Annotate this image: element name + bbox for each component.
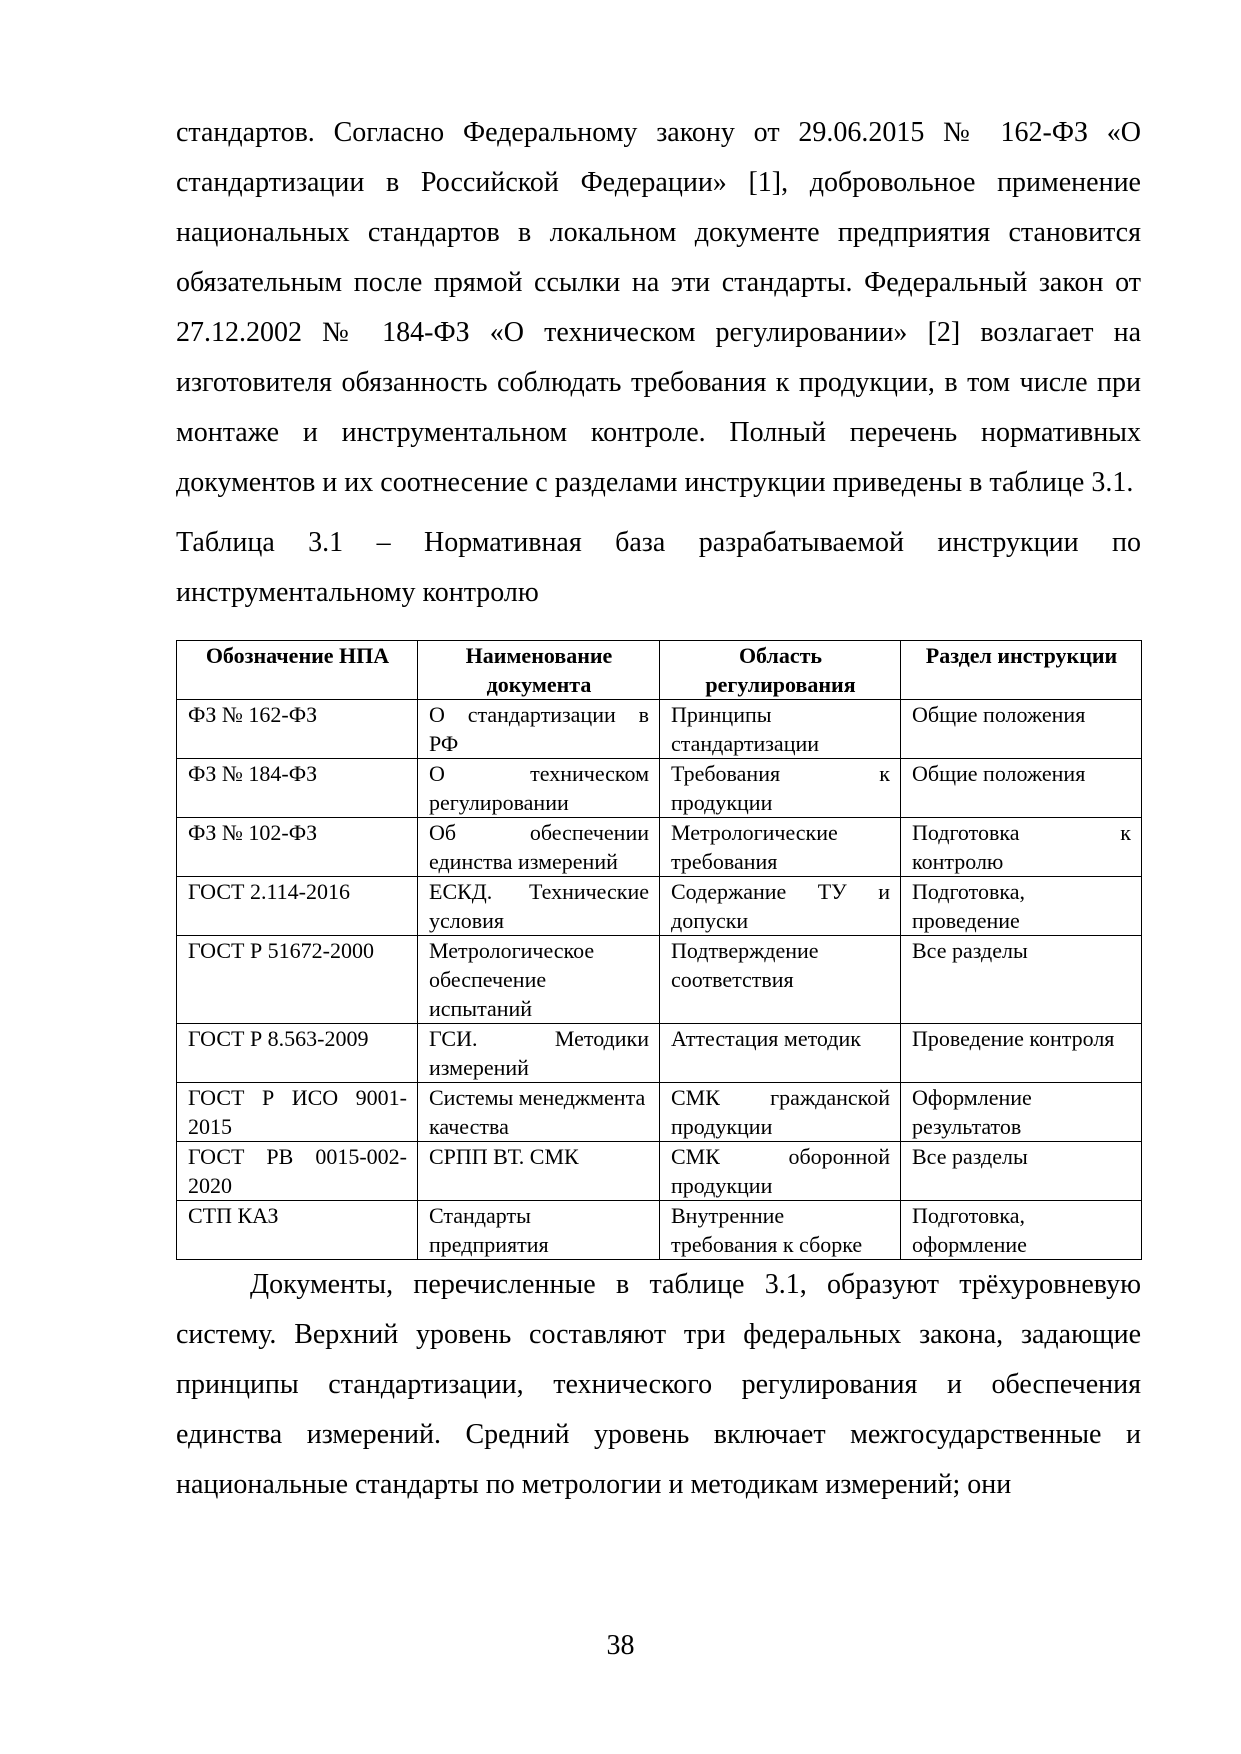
table-row — [177, 1201, 1142, 1260]
table-caption: Таблица 3.1 – Нормативная база разрабатываемой инструкции по инструментальному контролю — [176, 527, 1141, 608]
header-scope: Область регулирования — [660, 641, 901, 700]
cell-document-name: ГСИ. Методики измерений — [418, 1024, 660, 1083]
cell-instruction-section: Все разделы — [901, 936, 1142, 1024]
cell-designation: ФЗ № 184-ФЗ — [177, 759, 418, 818]
cell-designation: СТП КАЗ — [177, 1201, 418, 1260]
header-designation: Обозначение НПА — [177, 641, 418, 700]
cell-document-name: СРПП ВТ. СМК — [418, 1142, 660, 1201]
table-header-row — [177, 641, 1142, 700]
page-number: 38 — [606, 1630, 635, 1661]
cell-document-name: Стандарты предприятия — [418, 1201, 660, 1260]
cell-instruction-section: Общие положения — [901, 759, 1142, 818]
body-paragraph-bottom: Документы, перечисленные в таблице 3.1, образуют трёхуровневую систему. Верхний уровень составляют три федеральных закона, задающие принципы стандартизации, технического регулирования и обеспечения единства измерений. Средний уровень включает межгосударственные и национальные стандарты по метрологии и методикам измерений; они — [176, 1269, 1141, 1500]
cell-document-name: Об обеспечении единства измерений — [418, 818, 660, 877]
cell-designation: ГОСТ РВ 0015-002-2020 — [177, 1142, 418, 1201]
cell-instruction-section: Оформление результатов — [901, 1083, 1142, 1142]
cell-scope: Метрологические требования — [660, 818, 901, 877]
cell-scope: Аттестация методик — [660, 1024, 901, 1083]
cell-document-name: Метрологическое обеспечение испытаний — [418, 936, 660, 1024]
table-row — [177, 818, 1142, 877]
cell-scope: Содержание ТУ и допуски — [660, 877, 901, 936]
cell-scope: Подтверждение соответствия — [660, 936, 901, 1024]
table-row — [177, 936, 1142, 1024]
cell-instruction-section: Подготовка к контролю — [901, 818, 1142, 877]
cell-instruction-section: Общие положения — [901, 700, 1142, 759]
cell-designation: ФЗ № 162-ФЗ — [177, 700, 418, 759]
header-document-name: Наименование документа — [418, 641, 660, 700]
cell-instruction-section: Проведение контроля — [901, 1024, 1142, 1083]
cell-document-name: Системы менеджмента качества — [418, 1083, 660, 1142]
table-row — [177, 759, 1142, 818]
cell-instruction-section: Подготовка, оформление — [901, 1201, 1142, 1260]
cell-scope: СМК оборонной продукции — [660, 1142, 901, 1201]
cell-instruction-section: Подготовка, проведение — [901, 877, 1142, 936]
cell-document-name: О стандартизации в РФ — [418, 700, 660, 759]
cell-designation: ФЗ № 102-ФЗ — [177, 818, 418, 877]
cell-scope: Принципы стандартизации — [660, 700, 901, 759]
table-row — [177, 1024, 1142, 1083]
cell-document-name: ЕСКД. Технические условия — [418, 877, 660, 936]
cell-designation: ГОСТ Р 8.563-2009 — [177, 1024, 418, 1083]
cell-scope: СМК гражданской продукции — [660, 1083, 901, 1142]
cell-scope: Требования к продукции — [660, 759, 901, 818]
body-paragraph-top: стандартов. Согласно Федеральному закону от 29.06.2015 № 162-ФЗ «О стандартизации в Российской Федерации» [1], добровольное применение национальных стандартов в локальном документе предприятия становится обязательным после прямой ссылки на эти стандарты. Федеральный закон от 27.12.2002 № 184-ФЗ «О техническом регулировании» [2] возлагает на изготовителя обязанность соблюдать требования к продукции, в том числе при монтаже и инструментальном контроле. Полный перечень нормативных документов и их соотнесение с разделами инструкции приведены в таблице 3.1. — [176, 117, 1141, 498]
cell-designation: ГОСТ Р ИСО 9001-2015 — [177, 1083, 418, 1142]
cell-instruction-section: Все разделы — [901, 1142, 1142, 1201]
header-instruction-section: Раздел инструкции — [901, 641, 1142, 700]
table-row — [177, 877, 1142, 936]
table-row — [177, 700, 1142, 759]
document-page — [176, 108, 1141, 1510]
cell-scope: Внутренние требования к сборке — [660, 1201, 901, 1260]
table-row — [177, 1083, 1142, 1142]
cell-designation: ГОСТ Р 51672-2000 — [177, 936, 418, 1024]
cell-designation: ГОСТ 2.114-2016 — [177, 877, 418, 936]
table-row — [177, 1142, 1142, 1201]
cell-document-name: О техническом регулировании — [418, 759, 660, 818]
regulatory-table — [176, 640, 1142, 1260]
